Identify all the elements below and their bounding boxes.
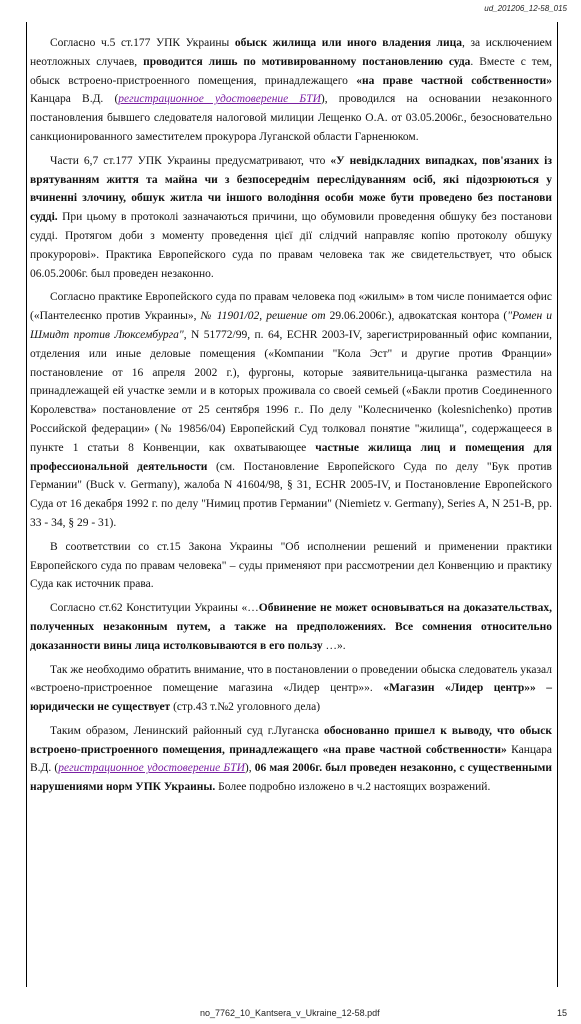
text: Таким образом, Ленинский районный суд г.Луганска xyxy=(50,724,324,737)
paragraph-4 xyxy=(30,538,552,594)
bold-text: обоснованно пришел к выводу, что обыск встроено-пристроенного помещения, принадлежащего «на праве частной собственности» xyxy=(30,724,552,756)
text: Согласно практике Европейского суда по правам человека под «жилым» в том числе понимается офис («Пантелеєнко против Украины», xyxy=(30,291,552,323)
footer-filename: no_7762_10_Kantsera_v_Ukraine_12-58.pdf xyxy=(200,1008,380,1018)
bti-certificate-link[interactable]: регистрационное удостоверение БТИ xyxy=(118,93,321,106)
text: ), проводился на основании незаконного постановления бывшего следователя налоговой милиции Лещенко О.А. от 03.05.2006г., безосновательно санкционированного заместителем прокурора Луганской области Гарненюком. xyxy=(30,93,552,143)
text: Канцара В.Д. ( xyxy=(30,93,119,106)
bti-certificate-link[interactable]: регистрационное удостоверение БТИ xyxy=(58,762,245,775)
italic-text: "Ромен и Шмидт против Люксембурга" xyxy=(30,310,552,341)
bold-text: 06 мая 2006г. был проведен незаконно, с существенными нарушениями норм УПК Украины. xyxy=(30,762,552,794)
paragraph-3 xyxy=(30,288,552,532)
bold-text: частные жилища лиц и помещения для профессиональной деятельности xyxy=(30,441,553,473)
bold-quote: Обвинение не может основываться на доказательствах, полученных незаконным путем, а также на предположениях. Все сомнения относительно доказанности вины лица истолковываются в его пользу xyxy=(30,602,552,652)
page-number: 15 xyxy=(556,1008,567,1018)
text: Канцара В.Д. ( xyxy=(30,743,552,775)
text: Согласно ст.62 Конституции Украины «… xyxy=(50,602,259,615)
paragraph-5 xyxy=(30,599,552,655)
text: (см. Постановление Европейского Суда по делу "Бук против Германии" (Buck v. Germany), жалоба N 41604/98, § 31, ECHR 2005-IV, и Постановление Европейского Суда от 16 декабря 1992 г. по делу "Нимиц против Германии" (Niemietz v. Germany), Series A, N 251-B, pp. 33 - 34, § 29 - 31). xyxy=(30,460,552,529)
text: Части 6,7 ст.177 УПК Украины предусматривают, что xyxy=(50,154,331,167)
text: В соответствии со ст.15 Закона Украины "Об исполнении решений и применении практики Европейского суда по правам человека" – суды применяют при рассмотрении дел Конвенцию и практику Суда как источник права. xyxy=(30,540,552,591)
text: , за исключением неотложных случаев, xyxy=(30,37,553,68)
text: При цьому в протоколі зазначаються причини, що обумовили проведення обшуку без постанови судді. Протягом доби з моменту проведення цієї дії слідчий направляє копію протоколу обшуку прокуророві». Практика Европейского суда по правам человека так же свидетельствует, что обыск 06.05.2006г. был проведен незаконно. xyxy=(30,211,552,280)
text: . Вместе с тем, обыск встроено-пристроенного помещения, принадлежащего xyxy=(30,55,553,87)
paragraph-2 xyxy=(30,152,552,284)
text: (стр.43 т.№2 уголовного дела) xyxy=(170,701,321,714)
bold-text: проводится лишь по мотивированному постановлению суда xyxy=(143,55,471,68)
document-id: ud_201206_12-58_015 xyxy=(484,4,567,13)
italic-text: № 11901/02, решение от xyxy=(200,310,326,323)
text: ), xyxy=(244,762,255,775)
text: Так же необходимо обратить внимание, что в постановлении о проведении обыска следователь указал «встроено-пристроенное помещение магазина «Лидер центр»». xyxy=(30,663,552,695)
bold-text: «Магазин «Лидер центр»» – юридически не существует xyxy=(30,682,552,714)
text: Согласно ч.5 ст.177 УПК Украины xyxy=(50,37,235,49)
bold-text: обыск жилища или иного владения лица xyxy=(234,37,462,49)
paragraph-6 xyxy=(30,661,552,717)
bold-quote: «У невідкладних випадках, пов'язаних із врятуванням життя та майна чи з безпосереднім переслідуванням осіб, які підозрюються у вчиненні злочину, обшук житла чи іншого володіння особи може бути проведено без постанови судді. xyxy=(30,154,552,224)
text: , N 51772/99, п. 64, ECHR 2003-IV, зарегистрированный офис компании, отделения или иные деловые помещения («Компании "Кола Эст" и другие против Франции» постановление от 16 апреля 2002 г.), фургоны, которые заявительница-цыганка разместила на принадлежащей ей участке земли и в которых проживала со своей семьей («Бакли против Соединенного Королевства» постановление от 25 сентября 1996 г.. По делу "Колесниченко (kolesnichenko) против Российской федерации» (№ 19856/04) Европейский Суд толковал понятие "жилища", содержащееся в пункте 1 статьи 8 Конвенции, как охватывающее xyxy=(30,328,552,454)
text: 29.06.2006г.), адвокатская контора ( xyxy=(325,310,508,323)
bold-text: «на праве частной собственности» xyxy=(356,74,552,87)
text: …». xyxy=(322,639,346,652)
paragraph-7 xyxy=(30,722,552,797)
paragraph-1 xyxy=(30,34,552,147)
document-body xyxy=(30,34,552,802)
text: Более подробно изложено в ч.2 настоящих возражений. xyxy=(215,781,491,794)
